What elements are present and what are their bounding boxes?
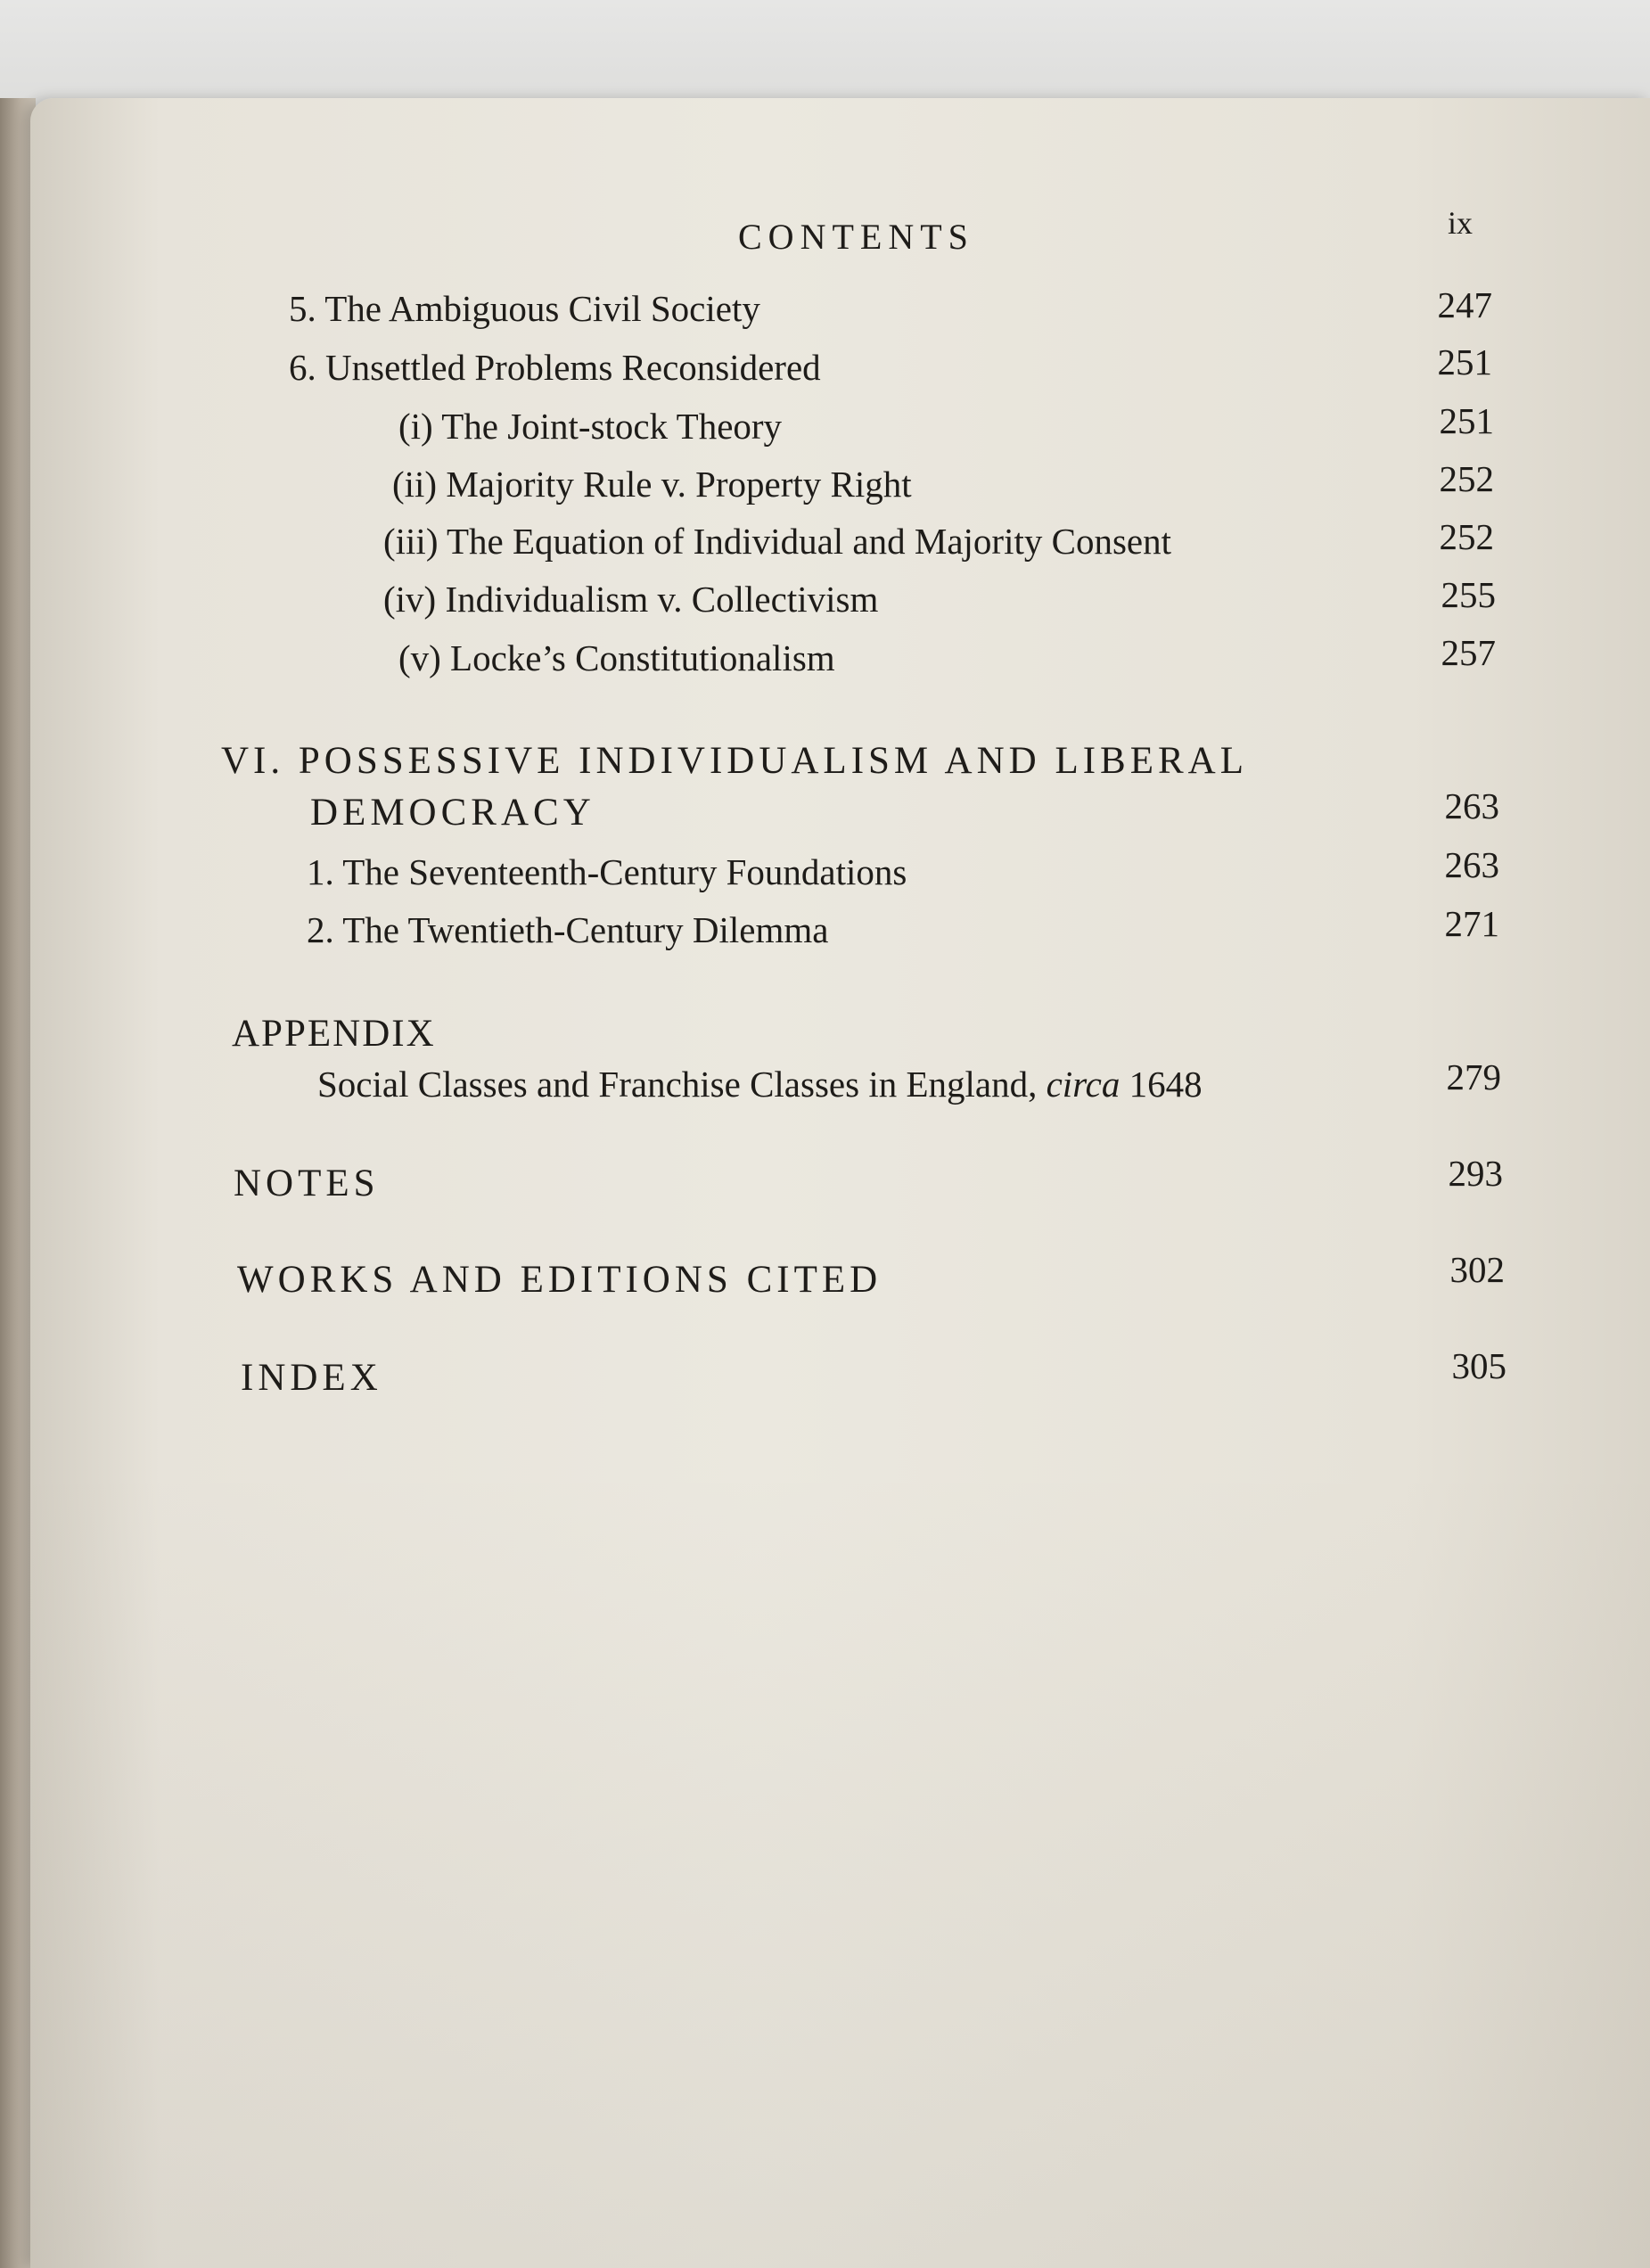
- toc-page-notes: 293: [1448, 1153, 1503, 1194]
- toc-page-6-iv: 255: [1441, 574, 1496, 615]
- toc-page-appendix: 279: [1446, 1056, 1501, 1097]
- toc-appendix-year: 1648: [1129, 1064, 1203, 1105]
- running-head: CONTENTS: [738, 217, 974, 257]
- toc-page-index: 305: [1451, 1345, 1506, 1386]
- toc-page-5: 247: [1437, 284, 1492, 325]
- toc-page-6-1: 263: [1444, 844, 1499, 885]
- toc-entry-6-ii[interactable]: (ii) Majority Rule v. Property Right: [392, 464, 912, 505]
- toc-page-6: 251: [1437, 341, 1492, 382]
- toc-page-6-2: 271: [1444, 903, 1499, 944]
- toc-page-works-cited: 302: [1449, 1249, 1505, 1290]
- toc-page-6-iii: 252: [1439, 516, 1494, 557]
- toc-appendix-heading[interactable]: APPENDIX: [232, 1013, 436, 1055]
- toc-chapter-6-line2[interactable]: DEMOCRACY: [310, 792, 595, 834]
- toc-entry-5[interactable]: 5. The Ambiguous Civil Society: [289, 288, 760, 329]
- toc-page-chapter-6: 263: [1444, 785, 1499, 826]
- toc-page-6-v: 257: [1441, 632, 1496, 673]
- toc-notes[interactable]: NOTES: [234, 1163, 380, 1204]
- toc-appendix-entry[interactable]: [317, 1066, 1203, 1103]
- toc-entry-6-iv[interactable]: (iv) Individualism v. Collectivism: [383, 579, 879, 620]
- toc-chapter-6-line1[interactable]: VI. POSSESSIVE INDIVIDUALISM AND LIBERAL: [221, 740, 1248, 782]
- toc-page-6-i: 251: [1439, 400, 1494, 441]
- toc-appendix-circa: circa: [1046, 1064, 1121, 1105]
- toc-entry-6-1[interactable]: 1. The Seventeenth-Century Foundations: [307, 851, 907, 892]
- toc-entry-6-i[interactable]: (i) The Joint-stock Theory: [398, 406, 783, 447]
- folio: ix: [1448, 205, 1474, 241]
- toc-index[interactable]: INDEX: [241, 1357, 382, 1399]
- toc-entry-6[interactable]: 6. Unsettled Problems Reconsidered: [289, 347, 821, 388]
- toc-entry-6-2[interactable]: 2. The Twentieth-Century Dilemma: [307, 909, 829, 950]
- book-page: [30, 98, 1650, 2268]
- toc-entry-6-v[interactable]: (v) Locke’s Constitutionalism: [398, 637, 835, 678]
- toc-entry-6-iii[interactable]: (iii) The Equation of Individual and Majority Consent: [383, 521, 1172, 562]
- toc-appendix-label: Social Classes and Franchise Classes in England,: [317, 1064, 1038, 1105]
- toc-works-cited[interactable]: WORKS AND EDITIONS CITED: [237, 1259, 882, 1301]
- toc-page-6-ii: 252: [1439, 458, 1494, 499]
